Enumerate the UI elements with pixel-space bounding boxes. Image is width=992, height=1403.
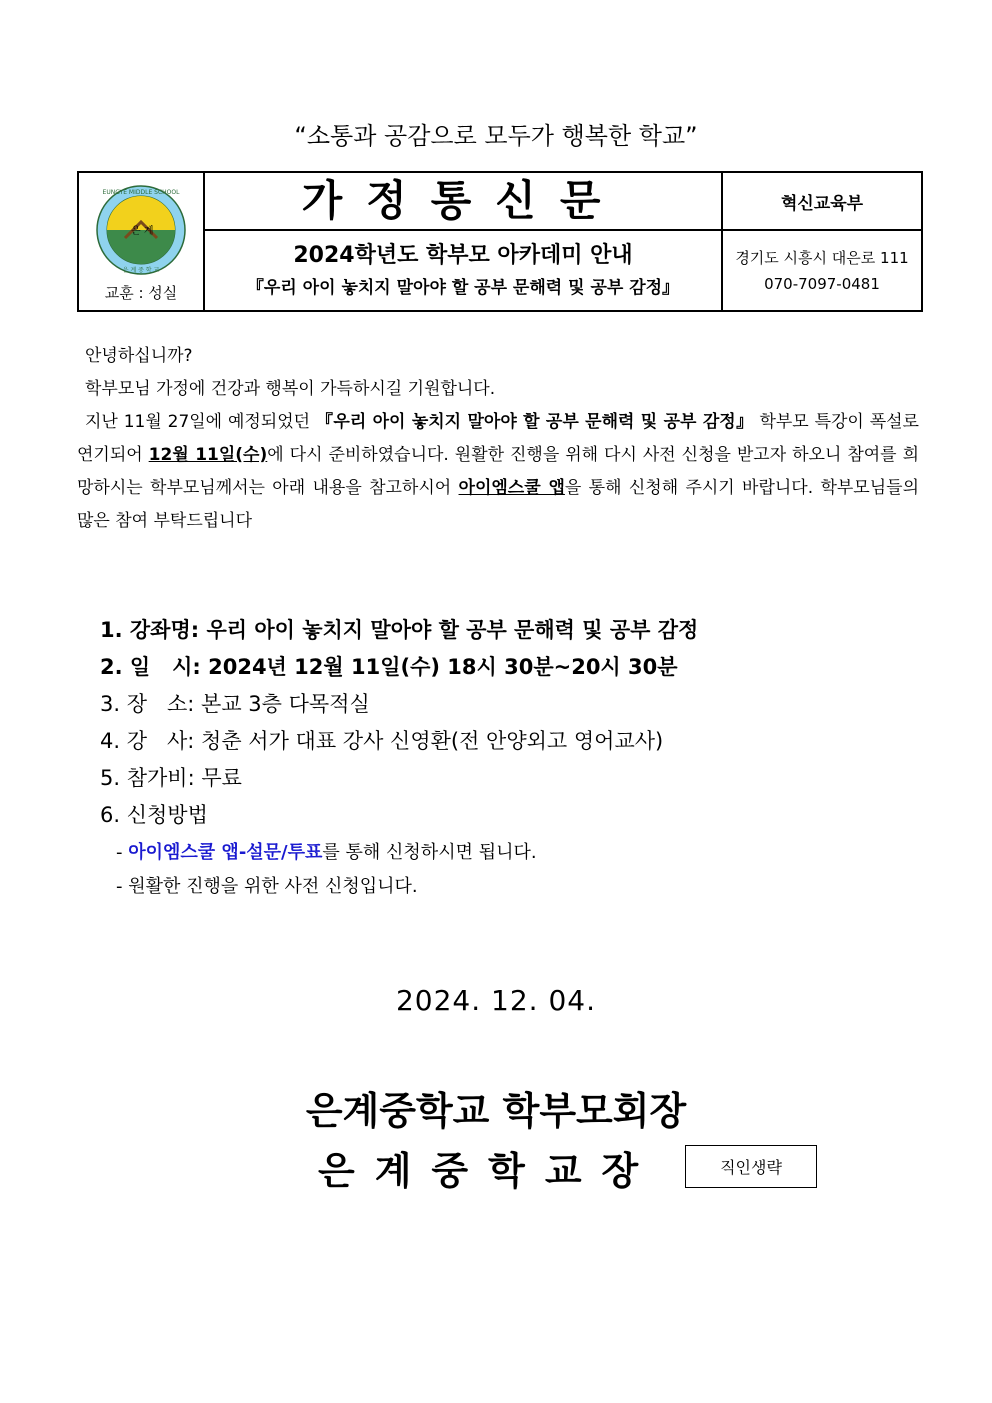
list-item: 2. 일 시: 2024년 12월 11일(수) 18시 30분~20시 30분 <box>100 655 678 679</box>
subtitle-cell <box>204 230 722 311</box>
address: 경기도 시흥시 대은로 111 <box>735 248 909 267</box>
letter-body <box>77 340 919 538</box>
info-list <box>100 612 698 834</box>
logo-bottom-text: 은 계 중 학 교 <box>122 267 160 274</box>
department: 혁신교육부 <box>722 172 922 230</box>
lecture-title: 『우리 아이 놓치지 말아야 할 공부 문해력 및 공부 감정』 <box>315 412 754 432</box>
app-menu-path: 아이엠스쿨 앱-설문/투표 <box>128 842 323 863</box>
application-notes <box>116 836 537 904</box>
newsletter-title: 가정통신문 <box>204 172 722 230</box>
list-item: 1. 강좌명: 우리 아이 놓치지 말아야 할 공부 문해력 및 공부 감정 <box>100 618 699 642</box>
phone: 070-7097-0481 <box>764 274 880 293</box>
issue-date: 2024. 12. 04. <box>395 984 597 1017</box>
list-item: 3. 장 소: 본교 3층 다목적실 <box>100 692 370 716</box>
list-item: 5. 참가비: 무료 <box>100 766 242 790</box>
list-item: 6. 신청방법 <box>100 803 208 827</box>
list-item: - 아이엠스쿨 앱-설문/투표를 통해 신청하시면 됩니다. <box>116 842 537 863</box>
main-paragraph: 지난 11월 27일에 예정되었던 『우리 아이 놓치지 말아야 할 공부 문해력 및 공부 감정』 학부모 특강이 폭설로 연기되어 12월 11일(수)에 다시 준비하였습니다. 원활한 진행을 위해 다시 사전 신청을 받고자 하오니 참여를 희망하시는 학부모님께서는 아래 내용을 참고하시어 아이엠스쿨 앱을 통해 신청해 주시기 바랍니다. 학부모님들의 많은 참여 부탁드립니다 <box>77 412 919 531</box>
seal-omitted-box: 직인생략 <box>685 1145 817 1188</box>
lecture-date: 12월 11일(수) <box>148 445 268 465</box>
app-name: 아이엠스쿨 앱 <box>458 478 565 498</box>
list-item: - 원활한 진행을 위한 사전 신청입니다. <box>116 876 418 897</box>
school-motto: 교훈 : 성실 <box>104 284 178 302</box>
signature-president: 은계중학교 학부모회장 <box>305 1089 687 1133</box>
logo-center-text: 은 계 <box>131 226 154 237</box>
signature-principal: 은계중학교장 <box>318 1149 659 1193</box>
school-slogan: “소통과 공감으로 모두가 행복한 학교” <box>294 122 698 150</box>
header-table <box>77 171 923 312</box>
list-item: 4. 강 사: 청춘 서가 대표 강사 신영환(전 안양외고 영어교사) <box>100 729 664 753</box>
topic: 『우리 아이 놓치지 말아야 할 공부 문해력 및 공부 감정』 <box>246 277 680 298</box>
school-logo <box>95 184 187 276</box>
contact-cell <box>722 230 922 311</box>
logo-top-text: EUNGYE MIDDLE SCHOOL <box>102 189 180 196</box>
greeting: 안녕하십니까? <box>85 346 193 366</box>
subtitle: 2024학년도 학부모 아카데미 안내 <box>293 242 633 268</box>
logo-cell <box>78 172 204 311</box>
wish: 학부모님 가정에 건강과 행복이 가득하시길 기원합니다. <box>85 379 496 399</box>
